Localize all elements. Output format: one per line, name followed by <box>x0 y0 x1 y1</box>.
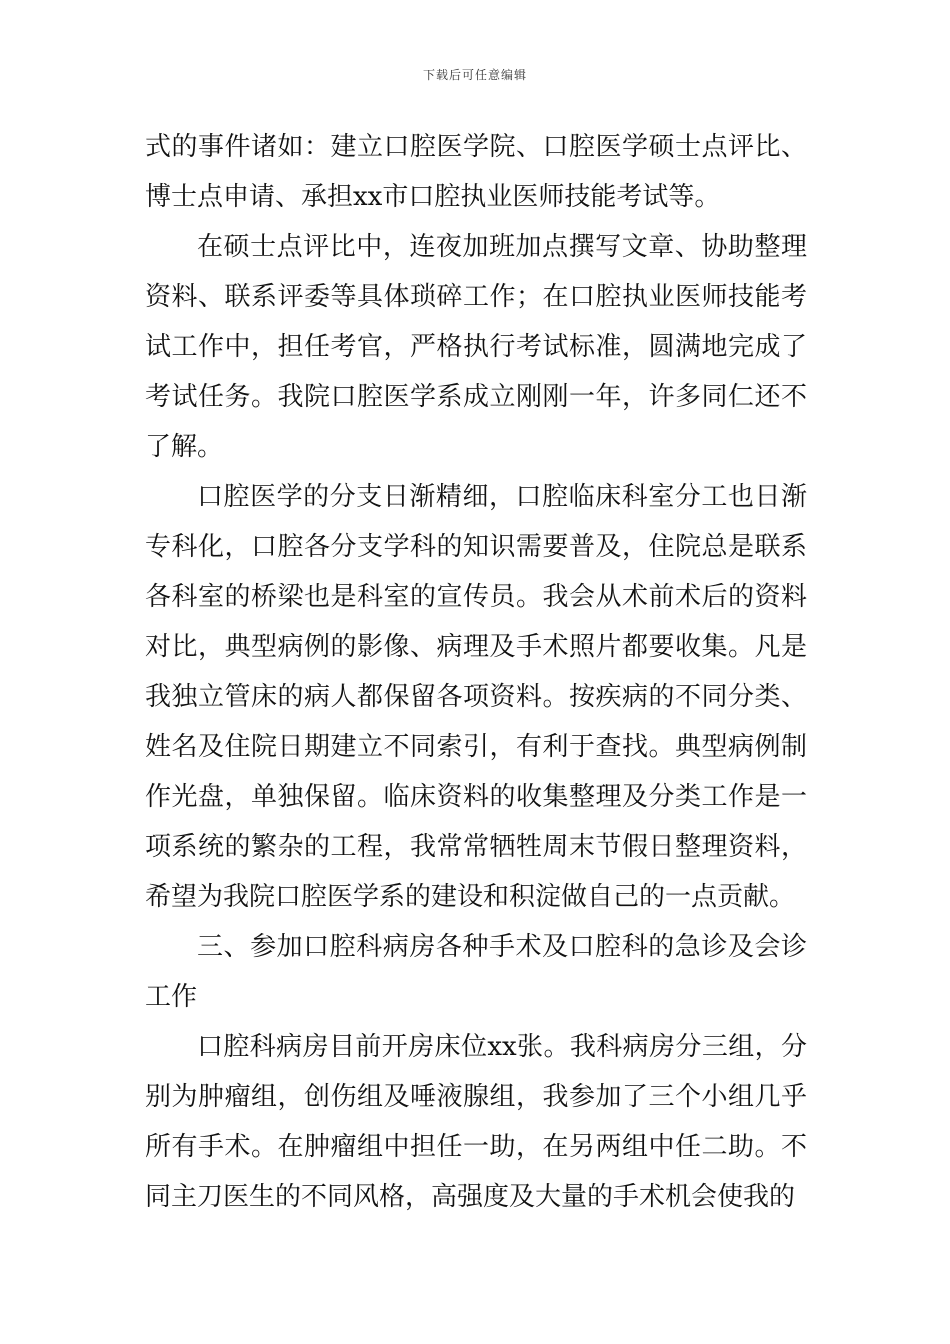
section-heading-surgery: 三、参加口腔科病房各种手术及口腔科的急诊及会诊工作 <box>145 932 807 1012</box>
document-body <box>145 122 807 1222</box>
paragraph-masters-evaluation: 在硕士点评比中，连夜加班加点撰写文章、协助整理资料、联系评委等具体琐碎工作；在口腔执业医师技能考试工作中，担任考官，严格执行考试标准，圆满地完成了考试任务。我院口腔医学系成立刚刚一年，许多同仁还不了解。 <box>145 232 807 462</box>
header-note: 下载后可任意编辑 <box>422 68 527 82</box>
paragraph-continuation: 式的事件诸如：建立口腔医学院、口腔医学硕士点评比、博士点申请、承担xx市口腔执业医师技能考试等。 <box>145 132 807 212</box>
paragraph-ward-surgery: 口腔科病房目前开房床位xx张。我科病房分三组，分别为肿瘤组，创伤组及唾液腺组，我参加了三个小组几乎所有手术。在肿瘤组中担任一助，在另两组中任二助。不同主刀医生的不同风格，高强度及大量的手术机会使我的 <box>145 1032 807 1212</box>
paragraph-clinical-records: 口腔医学的分支日渐精细，口腔临床科室分工也日渐专科化，口腔各分支学科的知识需要普及，住院总是联系各科室的桥梁也是科室的宣传员。我会从术前术后的资料对比，典型病例的影像、病理及手术照片都要收集。凡是我独立管床的病人都保留各项资料。按疾病的不同分类、姓名及住院日期建立不同索引，有利于查找。典型病例制作光盘，单独保留。临床资料的收集整理及分类工作是一项系统的繁杂的工程，我常常牺牲周末节假日整理资料，希望为我院口腔医学系的建设和积淀做自己的一点贡献。 <box>145 482 807 912</box>
